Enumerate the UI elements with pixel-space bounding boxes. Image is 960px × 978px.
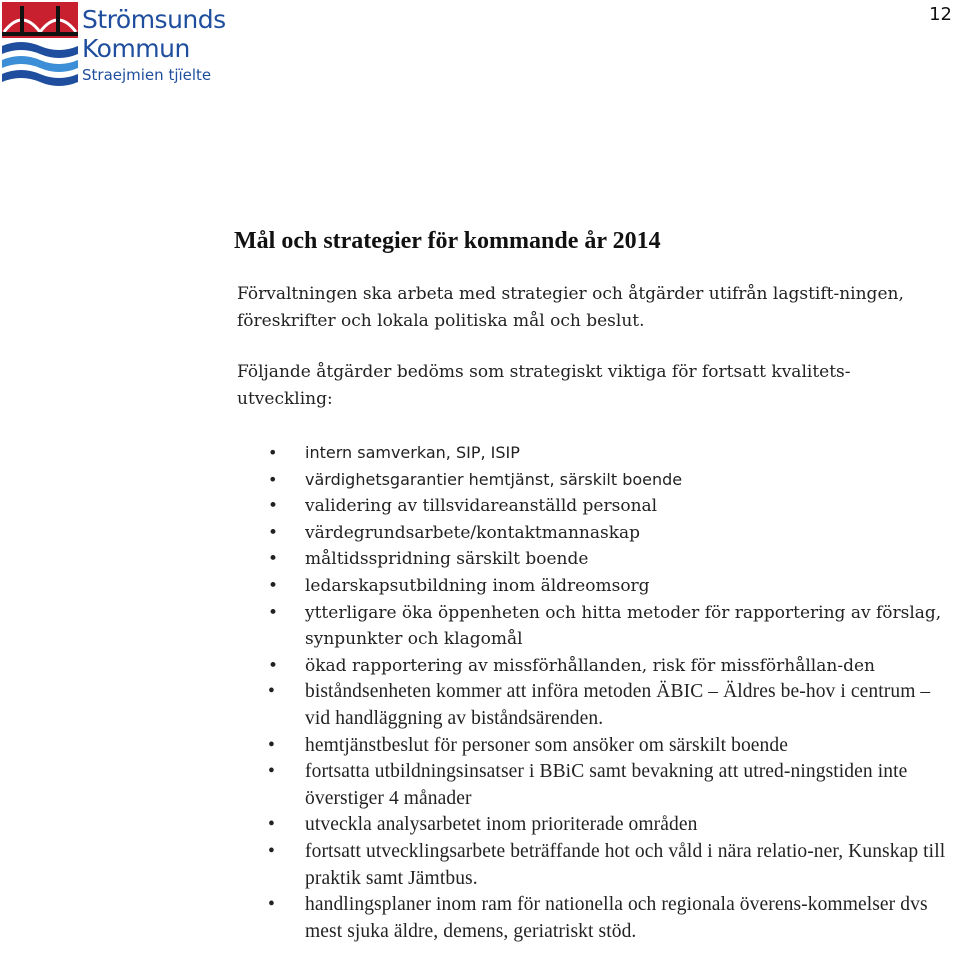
list-item — [268, 573, 948, 600]
list-item-text: fortsatt utvecklingsarbete beträffande hot och våld i nära relatio-ner, Kunskap till praktik samt Jämtbus. — [305, 840, 946, 889]
logo-text — [82, 5, 226, 87]
bullet-icon: • — [268, 655, 279, 676]
list-item-text: värdegrundsarbete/kontaktmannaskap — [305, 522, 641, 543]
bullet-icon: • — [268, 840, 275, 862]
list-item — [268, 839, 948, 892]
list-item — [268, 546, 948, 573]
list-item-text: ledarskapsutbildning inom äldreomsorg — [305, 575, 650, 596]
bullet-icon: • — [268, 549, 279, 570]
list-item-text: ytterligare öka öppenheten och hitta metoder för rapportering av förslag, synpunkter och klagomål — [305, 602, 942, 650]
list-item-text: utveckla analysarbetet inom prioriterade områden — [305, 814, 698, 836]
list-item-text: ökad rapportering av missförhållanden, risk för missförhållan-den — [305, 655, 875, 676]
bullet-icon: • — [268, 443, 278, 462]
list-item — [268, 759, 948, 812]
logo-name-line1: Strömsunds — [82, 5, 226, 34]
page-number: 12 — [929, 4, 952, 25]
list-item-text: hemtjänstbeslut för personer som ansöker om särskilt boende — [305, 734, 789, 756]
bridge-emblem-icon — [2, 2, 78, 94]
bullet-icon: • — [268, 496, 279, 517]
section-heading: Mål och strategier för kommande år 2014 — [234, 228, 661, 254]
list-item — [268, 892, 948, 945]
logo-name-line2: Kommun — [82, 34, 190, 63]
bullet-icon: • — [268, 894, 275, 916]
list-item — [268, 812, 948, 839]
list-item-text: fortsatta utbildningsinsatser i BBiC samt bevakning att utred-ningstiden inte överstiger 4 månader — [305, 761, 908, 809]
list-item — [268, 520, 948, 547]
municipality-logo — [2, 2, 226, 96]
list-item-text: måltidsspridning särskilt boende — [305, 549, 589, 570]
bullet-icon: • — [268, 522, 279, 543]
logo-sami-name: Straejmien tjïelte — [82, 66, 212, 84]
list-item — [268, 733, 948, 760]
list-item — [268, 679, 948, 732]
measures-intro-paragraph: Följande åtgärder bedöms som strategiskt viktiga för fortsatt kvalitets-utveckling: — [237, 362, 851, 409]
list-item-text: validering av tillsvidareanställd personal — [305, 496, 658, 517]
bullet-icon: • — [268, 761, 275, 783]
bullet-icon: • — [268, 814, 275, 836]
bullet-icon: • — [268, 575, 279, 596]
bullet-icon: • — [268, 681, 275, 703]
list-item-text: värdighetsgarantier hemtjänst, särskilt boende — [305, 469, 683, 489]
bullet-icon: • — [268, 734, 275, 756]
list-item — [268, 493, 948, 520]
list-item — [268, 467, 948, 494]
list-item-text: intern samverkan, SIP, ISIP — [305, 443, 520, 462]
bullet-icon: • — [268, 469, 278, 489]
list-item — [268, 653, 948, 680]
intro-paragraph: Förvaltningen ska arbeta med strategier och åtgärder utifrån lagstift-ningen, föreskrifter och lokala politiska mål och beslut. — [237, 284, 904, 331]
list-item-text: biståndsenheten kommer att införa metoden ÄBIC – Äldres be-hov i centrum – vid handläggning av biståndsärenden. — [305, 681, 931, 729]
bullet-icon: • — [268, 602, 279, 623]
list-item-text: handlingsplaner inom ram för nationella och regionala överens-kommelser dvs mest sjuka äldre, demens, geriatriskt stöd. — [305, 894, 928, 942]
measures-list — [268, 440, 948, 945]
list-item — [268, 600, 948, 653]
list-item — [268, 440, 948, 467]
